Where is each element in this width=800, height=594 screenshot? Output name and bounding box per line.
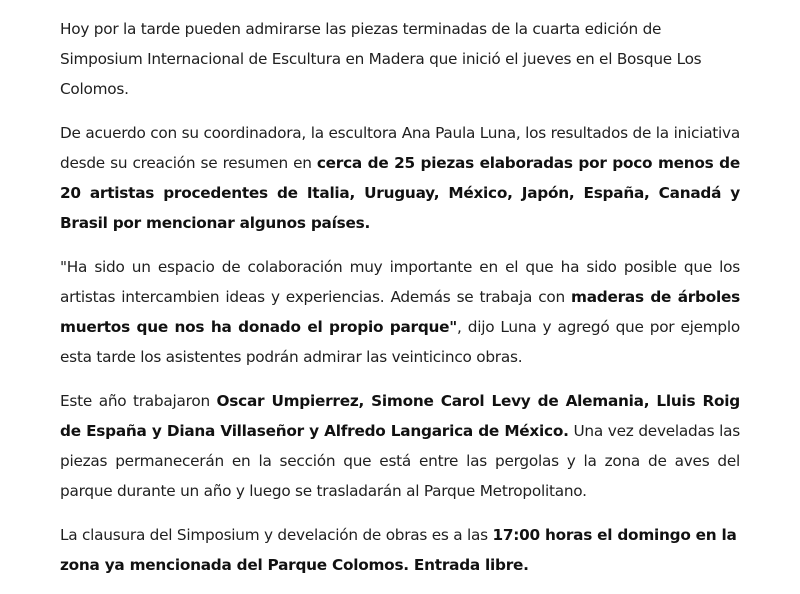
paragraph-1	[60, 14, 740, 104]
paragraph-3-text-a: "Ha sido un espacio de colaboración muy importante en el que ha sido posible que los artistas intercambien ideas y experiencias. Además se trabaja con	[60, 258, 740, 306]
paragraph-2-text: De acuerdo con su coordinadora, la escultora Ana Paula Luna, los resultados de la iniciativa desde su creación se resumen en	[60, 124, 740, 172]
paragraph-3-bold-text: maderas de árboles muertos que nos ha donado el propio parque"	[60, 288, 740, 336]
paragraph-3	[60, 252, 740, 372]
article-body	[60, 14, 740, 594]
paragraph-1-text: Hoy por la tarde pueden admirarse las piezas terminadas de la cuarta edición de Simposium Internacional de Escultura en Madera que inició el jueves en el Bosque Los Colomos.	[60, 20, 702, 98]
paragraph-4-text-b: Una vez develadas las piezas permanecerán en la sección que está entre las pergolas y la zona de aves del parque durante un año y luego se trasladarán al Parque Metropolitano.	[60, 422, 740, 500]
paragraph-2	[60, 118, 740, 238]
paragraph-4-text-a: Este año trabajaron	[60, 392, 217, 410]
paragraph-4	[60, 386, 740, 506]
paragraph-3-text-b: , dijo Luna y agregó que por ejemplo esta tarde los asistentes podrán admirar las veinticinco obras.	[60, 318, 740, 366]
paragraph-2-bold-text: cerca de 25 piezas elaboradas por poco menos de 20 artistas procedentes de Italia, Uruguay, México, Japón, España, Canadá y Brasil por mencionar algunos países.	[60, 154, 740, 232]
paragraph-5-bold-text: 17:00 horas el domingo en la zona ya mencionada del Parque Colomos. Entrada libre.	[60, 526, 737, 574]
paragraph-5	[60, 520, 740, 580]
paragraph-5-text: La clausura del Simposium y develación de obras es a las	[60, 526, 493, 544]
paragraph-4-bold-text: Oscar Umpierrez, Simone Carol Levy de Alemania, Lluis Roig de España y Diana Villaseñor y Alfredo Langarica de México.	[60, 392, 740, 440]
